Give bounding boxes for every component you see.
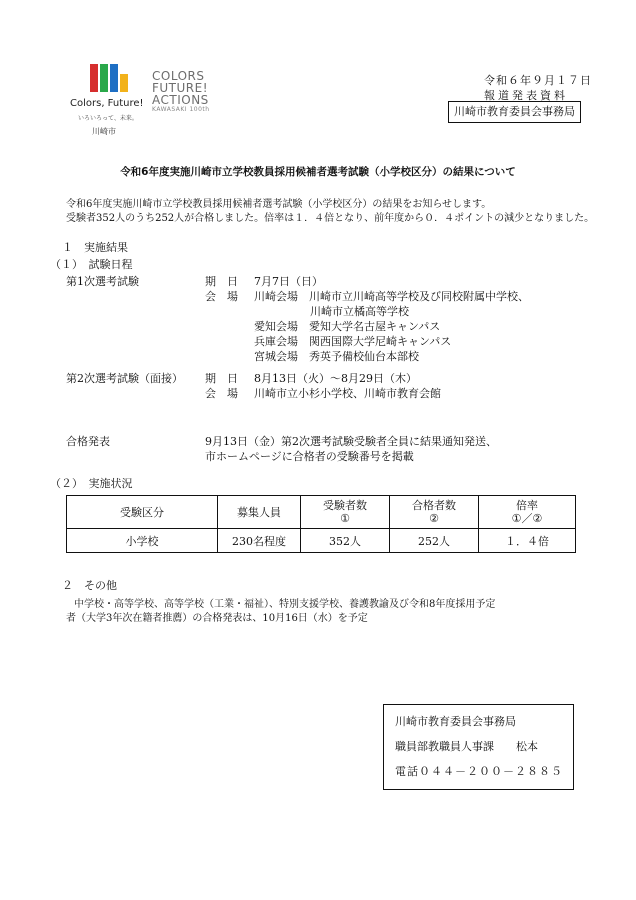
contact-department: 職員部教職員人事課 松本 (395, 740, 538, 753)
cell-openings: 230名程度 (218, 529, 301, 553)
color-bars-icon (90, 64, 126, 92)
exam1-date-key: 期 日 (205, 275, 238, 288)
schedule-subheading: （１） 試験日程 (50, 258, 133, 271)
cell-category: 小学校 (67, 529, 218, 553)
logo-city: 川崎市 (92, 127, 116, 136)
cell-applicants: 352人 (301, 529, 390, 553)
header-passed: 合格者数 ② (390, 496, 479, 529)
colors-future-logo (70, 62, 156, 140)
logo-line-3: ACTIONS (152, 93, 209, 107)
section-2-heading: ２ その他 (62, 579, 117, 592)
cell-passed: 252人 (390, 529, 479, 553)
exam1-venue-key: 会 場 (205, 290, 238, 303)
status-subheading: （２） 実施状況 (50, 477, 133, 490)
table-row (67, 529, 576, 553)
anniversary-logo (152, 70, 234, 124)
results-table (66, 495, 576, 553)
exam1-venue-3: 兵庫会場 関西国際大学尼崎キャンパス (254, 335, 452, 348)
intro-line-2: 受験者352人のうち252人が合格しました。倍率は１．４倍となり、前年度から０．４ポイントの減少となりました。 (66, 213, 595, 224)
exam2-date-value: 8月13日（火）～8月29日（木） (254, 372, 417, 385)
document-title: 令和6年度実施川崎市立学校教員採用候補者選考試験（小学校区分）の結果について (120, 166, 516, 178)
green-bar (100, 64, 108, 92)
logo-brand: Colors, Future! (70, 98, 144, 109)
pass-label: 合格発表 (66, 435, 110, 448)
contact-office: 川崎市教育委員会事務局 (395, 715, 516, 728)
pass-line-1: 9月13日（金）第2次選考試験受験者全員に結果通知発送、 (205, 435, 497, 448)
release-date: 令和６年９月１７日 (484, 74, 592, 87)
logo-tagline: いろいろって、未来。 (78, 115, 138, 122)
cell-ratio: １．４倍 (479, 529, 576, 553)
other-line-2: 者（大学3年次在籍者推薦）の合格発表は、10月16日（水）を予定 (66, 613, 368, 624)
exam2-label: 第2次選考試験（面接） (66, 372, 183, 385)
other-line-1: 中学校・高等学校、高等学校（工業・福祉）、特別支援学校、養護教諭及び令和8年度採用予定 (74, 599, 496, 610)
contact-phone: 電話０４４－２００－２８８５ (395, 765, 563, 778)
press-release-label: 報道発表資料 (484, 89, 568, 102)
section-1-heading: １ 実施結果 (62, 241, 128, 254)
issuing-office: 川崎市教育委員会事務局 (448, 101, 581, 123)
intro-line-1: 令和6年度実施川崎市立学校教員採用候補者選考試験（小学校区分）の結果をお知らせします。 (66, 199, 492, 210)
header-openings: 募集人員 (218, 496, 301, 529)
header-applicants: 受験者数 ① (301, 496, 390, 529)
exam1-venue-1b: 川崎市立橘高等学校 (310, 305, 409, 318)
contact-box (383, 704, 574, 790)
blue-bar (110, 64, 118, 92)
logo-line-2: FUTURE! (152, 81, 209, 95)
exam2-date-key: 期 日 (205, 372, 238, 385)
exam1-date-value: 7月7日（日） (254, 275, 323, 288)
exam1-venue-2: 愛知会場 愛知大学名古屋キャンパス (254, 320, 441, 333)
pass-line-2: 市ホームページに合格者の受験番号を掲載 (205, 450, 414, 463)
red-bar (90, 64, 98, 92)
table-header-row (67, 496, 576, 529)
logo-line-1: COLORS (152, 69, 205, 83)
yellow-bar (120, 74, 128, 92)
logo-anniversary-sub: KAWASAKI 100th (152, 106, 210, 113)
exam1-venue-1: 川崎会場 川崎市立川崎高等学校及び同校附属中学校、 (254, 290, 529, 303)
exam1-venue-4: 宮城会場 秀英予備校仙台本部校 (254, 350, 419, 363)
exam2-venue-key: 会 場 (205, 387, 238, 400)
header-category: 受験区分 (67, 496, 218, 529)
exam1-label: 第1次選考試験 (66, 275, 139, 288)
header-ratio: 倍率 ①／② (479, 496, 576, 529)
exam2-venue-value: 川崎市立小杉小学校、川崎市教育会館 (254, 387, 441, 400)
